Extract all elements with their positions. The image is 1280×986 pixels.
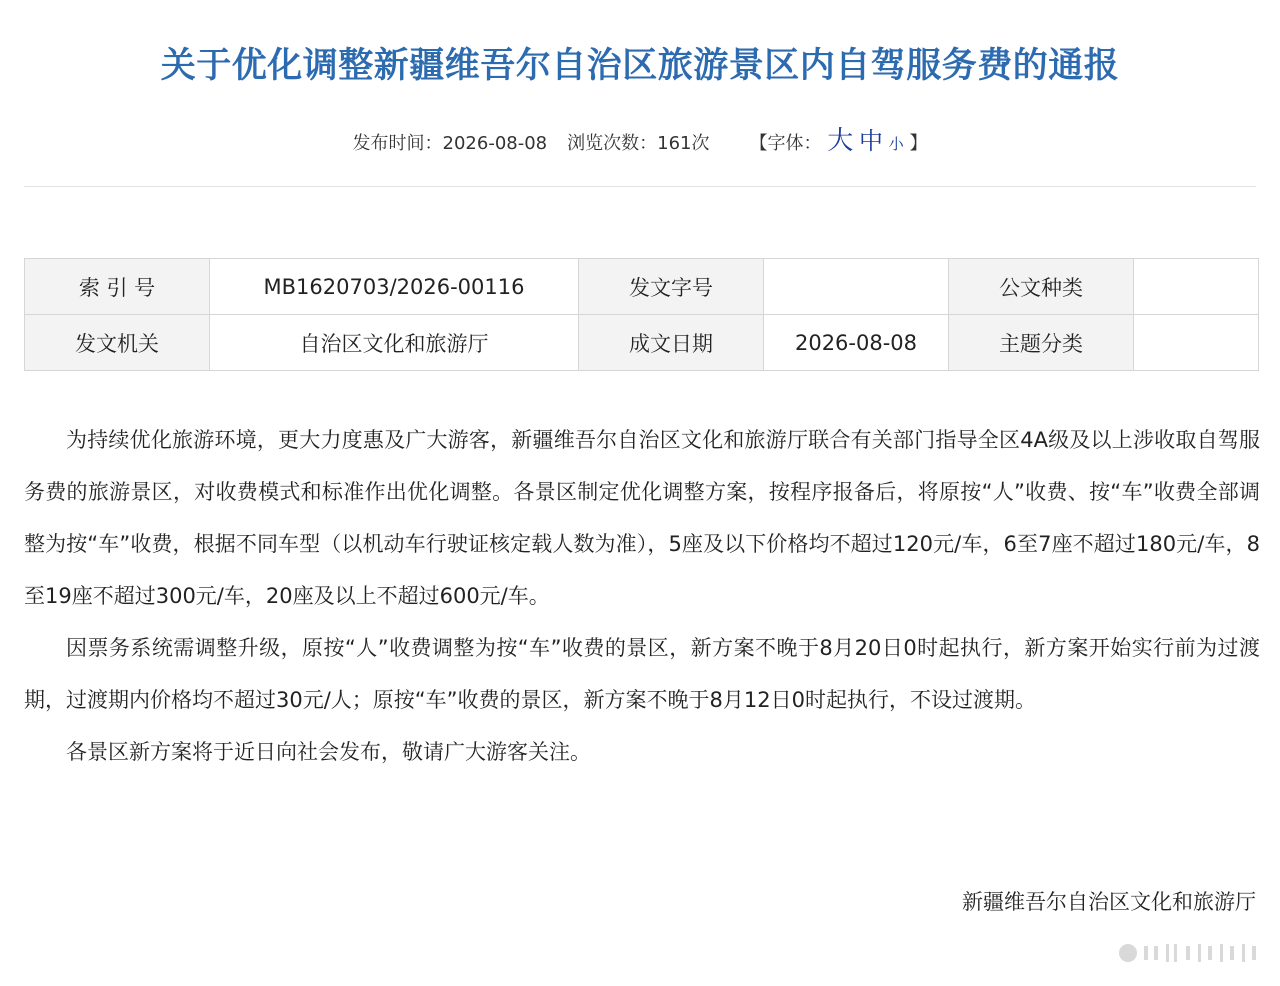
font-size-prefix: 【字体： (749, 133, 822, 154)
body-paragraph: 各景区新方案将于近日向社会发布，敬请广大游客关注。 (66, 740, 591, 764)
table-row (25, 259, 1259, 315)
article-meta (0, 120, 1280, 157)
document-type-value (1134, 259, 1259, 315)
issuer-signature: 新疆维吾尔自治区文化和旅游厅 (962, 890, 1256, 914)
issuing-authority-label: 发文机关 (25, 315, 210, 371)
view-count: 浏览次数：161次 (567, 133, 710, 154)
document-info-table (24, 258, 1259, 371)
subject-category-label: 主题分类 (949, 315, 1134, 371)
font-size-medium-link[interactable]: 中 (858, 127, 883, 155)
body-paragraph: 为持续优化旅游环境，更大力度惠及广大游客，新疆维吾尔自治区文化和旅游厅联合有关部门指导全区4A级及以上涉收取自驾服务费的旅游景区，对收费模式和标准作出优化调整。各景区制定优化调整方案，按程序报备后，将原按“人”收费、按“车”收费全部调整为按“车”收费，根据不同车型（以机动车行驶证核定载人数为准），5座及以下价格均不超过120元/车，6至7座不超过180元/车，8至19座不超过300元/车，20座及以上不超过600元/车。 (24, 428, 1260, 608)
index-number-value: MB1620703/2026-00116 (210, 259, 579, 315)
body-paragraph: 因票务系统需调整升级，原按“人”收费调整为按“车”收费的景区，新方案不晚于8月20日0时起执行，新方案开始实行前为过渡期，过渡期内价格均不超过30元/人；原按“车”收费的景区，新方案不晚于8月12日0时起执行，不设过渡期。 (24, 636, 1260, 712)
font-size-large-link[interactable]: 大 (827, 126, 854, 156)
table-row (25, 315, 1259, 371)
issuing-authority-value: 自治区文化和旅游厅 (210, 315, 579, 371)
page-title: 关于优化调整新疆维吾尔自治区旅游景区内自驾服务费的通报 (160, 46, 1120, 86)
written-date-label: 成文日期 (579, 315, 764, 371)
font-size-suffix: 】 (909, 133, 928, 154)
document-number-value (764, 259, 949, 315)
header-divider (24, 186, 1256, 187)
document-type-label: 公文种类 (949, 259, 1134, 315)
publish-time: 发布时间：2026-08-08 (352, 133, 548, 154)
index-number-label: 索 引 号 (25, 259, 210, 315)
article-body (24, 414, 1260, 778)
watermark-mark (1114, 940, 1260, 966)
subject-category-value (1134, 315, 1259, 371)
font-size-small-link[interactable]: 小 (888, 135, 904, 153)
document-number-label: 发文字号 (579, 259, 764, 315)
written-date-value: 2026-08-08 (764, 315, 949, 371)
